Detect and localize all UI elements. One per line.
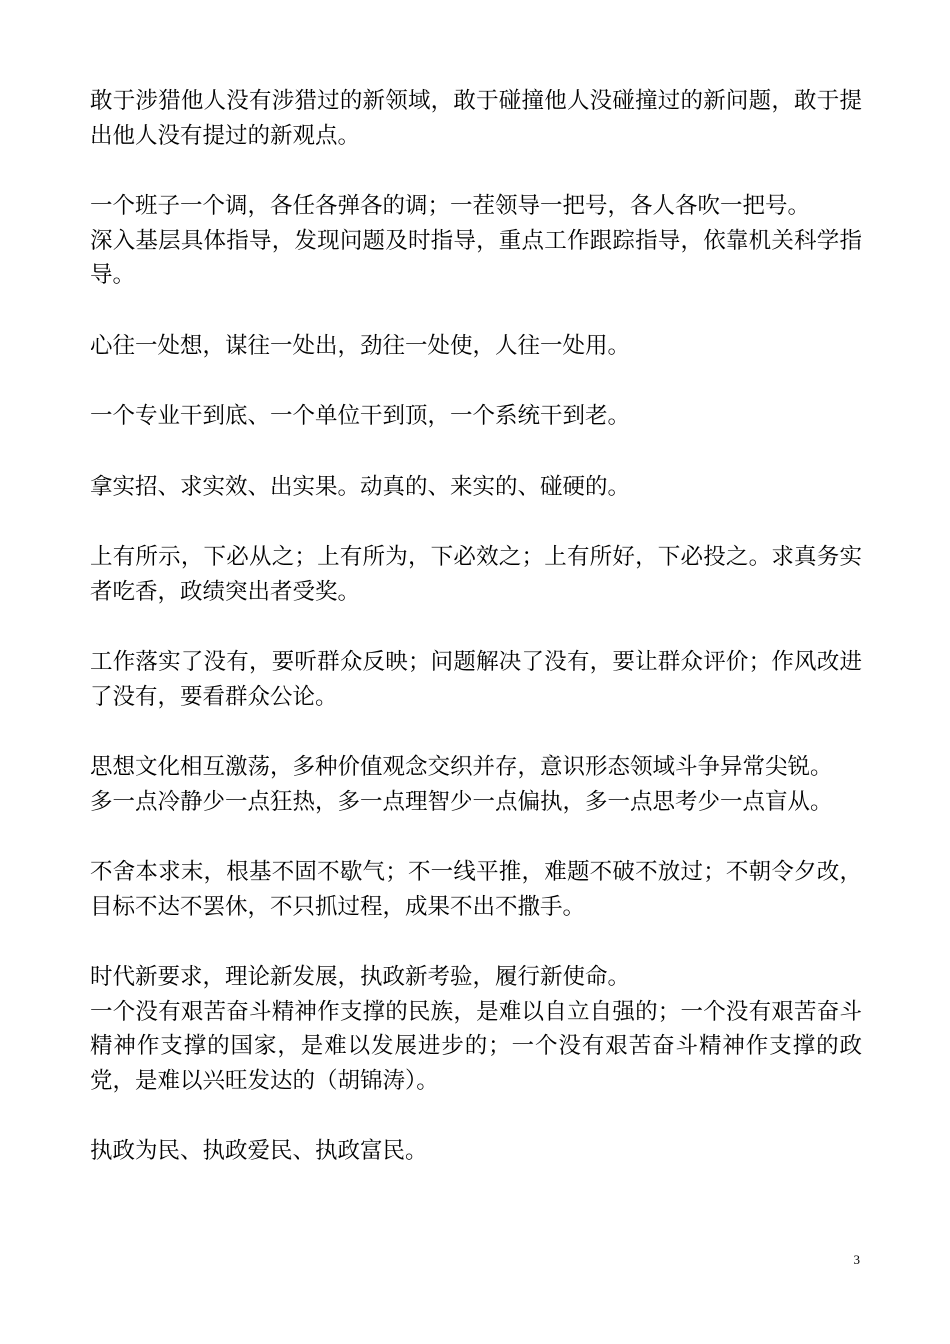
text-line: 思想文化相互激荡，多种价值观念交织并存，意识形态领域斗争异常尖锐。	[90, 754, 833, 780]
paragraph-1	[90, 84, 862, 153]
paragraph-4	[90, 399, 862, 434]
text-line: 拿实招、求实效、出实果。动真的、来实的、碰硬的。	[90, 473, 631, 500]
text-line: 一个班子一个调，各任各弹各的调；一茬领导一把号，各人各吹一把号。	[90, 193, 811, 219]
text-line: 上有所示，下必从之；上有所为，下必效之；上有所好，下必投之。求真务实者吃香，政绩突出者受奖。	[90, 544, 862, 605]
paragraph-2	[90, 189, 862, 293]
text-line: 多一点冷静少一点狂热，多一点理智少一点偏执，多一点思考少一点盲从。	[90, 788, 833, 815]
text-line: 深入基层具体指导，发现问题及时指导，重点工作跟踪指导，依靠机关科学指导。	[90, 227, 862, 288]
page-number: 3	[853, 1252, 860, 1267]
paragraph-8	[90, 750, 862, 819]
text-line: 不舍本求末，根基不固不歇气；不一线平推，难题不破不放过；不朝令夕改，目标不达不罢休，不只抓过程，成果不出不撒手。	[90, 859, 862, 920]
document-body	[90, 84, 862, 1205]
paragraph-5	[90, 470, 862, 505]
paragraph-11	[90, 1134, 862, 1169]
text-line: 心往一处想，谋往一处出，劲往一处使，人往一处用。	[90, 332, 631, 359]
paragraph-3	[90, 329, 862, 364]
text-line: 敢于涉猎他人没有涉猎过的新领域，敢于碰撞他人没碰撞过的新问题，敢于提出他人没有提过的新观点。	[90, 88, 862, 149]
text-line: 时代新要求，理论新发展，执政新考验，履行新使命。	[90, 964, 631, 990]
text-line: 执政为民、执政爱民、执政富民。	[90, 1138, 428, 1164]
paragraph-6	[90, 540, 862, 609]
text-line: 一个没有艰苦奋斗精神作支撑的民族，是难以自立自强的；一个没有艰苦奋斗精神作支撑的国家，是难以发展进步的；一个没有艰苦奋斗精神作支撑的政党，是难以兴旺发达的（胡锦涛）。	[90, 998, 862, 1094]
text-line: 工作落实了没有，要听群众反映；问题解决了没有，要让群众评价；作风改进了没有，要看群众公论。	[90, 649, 862, 710]
text-line: 一个专业干到底、一个单位干到顶，一个系统干到老。	[90, 403, 631, 429]
paragraph-9	[90, 855, 862, 924]
paragraph-7	[90, 645, 862, 714]
paragraph-10	[90, 960, 862, 1098]
